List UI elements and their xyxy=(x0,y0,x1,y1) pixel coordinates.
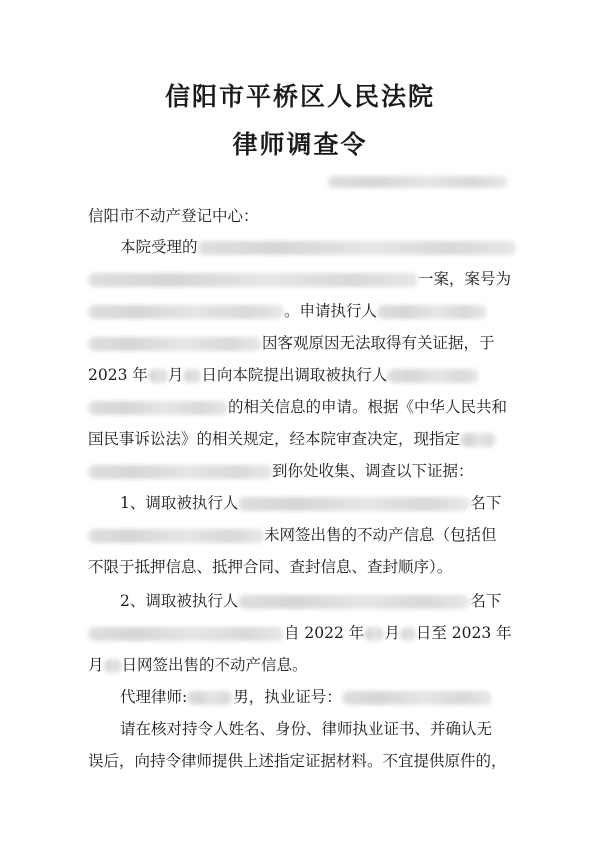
body-line-2: 一案，案号为 xyxy=(88,264,518,294)
body-line-14: 月 日网签出售的不动产信息。 xyxy=(88,656,308,674)
body-line-17: 误后，向持令律师提供上述指定证据材料。不宜提供原件的， xyxy=(88,752,507,770)
body-line-13: 自 2022 年 月 日至 2023 年 xyxy=(88,618,518,648)
redacted-day-2 xyxy=(400,627,416,641)
body-line-1: 本院受理的 xyxy=(120,232,550,262)
addressee: 信阳市不动产登记中心： xyxy=(88,207,259,225)
body-line-12: 2、调取被执行人 名下 xyxy=(120,592,502,610)
body-line-5: 2023 年 月 日向本院提出调取被执行人 xyxy=(88,360,518,390)
redacted-document-number xyxy=(328,176,508,188)
document-title: 律师调查令 xyxy=(232,130,368,159)
body-line-6: 的相关信息的申请。根据《中华人民共和 xyxy=(88,392,518,422)
redacted-applicant-cont xyxy=(88,337,262,351)
body-line-9: 1、调取被执行人 名下 xyxy=(120,494,502,512)
redacted-property-2 xyxy=(88,627,284,641)
redacted-lawyer xyxy=(460,433,496,447)
body-line-3: 。申请执行人 xyxy=(88,296,518,326)
body-line-7: 国民事诉讼法》的相关规定，经本院审查决定，现指定 xyxy=(88,424,518,454)
addressee-line xyxy=(88,201,518,231)
court-name: 信阳市平桥区人民法院 xyxy=(164,82,435,111)
redacted-day xyxy=(183,369,201,383)
redacted-respondent xyxy=(387,369,479,383)
redacted-lawyer-name xyxy=(187,691,233,705)
redacted-month xyxy=(148,369,168,383)
redacted-respondent-cont xyxy=(88,401,228,415)
redacted-property-1 xyxy=(88,529,264,543)
body-line-15: 代理律师: 男，执业证号： xyxy=(120,682,550,712)
body-line-11: 不限于抵押信息、抵押合同、查封信息、查封顺序）。 xyxy=(88,558,453,576)
body-line-8: 到你处收集、调查以下证据： xyxy=(88,456,518,486)
redacted-lawyer-cont xyxy=(88,465,272,479)
redacted-case-name-cont xyxy=(88,273,418,287)
redacted-day-3 xyxy=(104,659,122,673)
redacted-license-number xyxy=(342,691,492,705)
redacted-respondent-2 xyxy=(238,595,470,609)
redacted-month-2 xyxy=(364,627,384,641)
redacted-case-number xyxy=(88,305,284,319)
body-line-4: 因客观原因无法取得有关证据，于 xyxy=(88,328,518,358)
body-line-16: 请在核对持令人姓名、身份、律师执业证书、并确认无 xyxy=(120,720,493,738)
redacted-respondent-1 xyxy=(238,497,470,511)
body-line-10: 未网签出售的不动产信息（包括但 xyxy=(88,520,518,550)
redacted-case-name xyxy=(198,241,516,255)
redacted-applicant xyxy=(377,305,487,319)
